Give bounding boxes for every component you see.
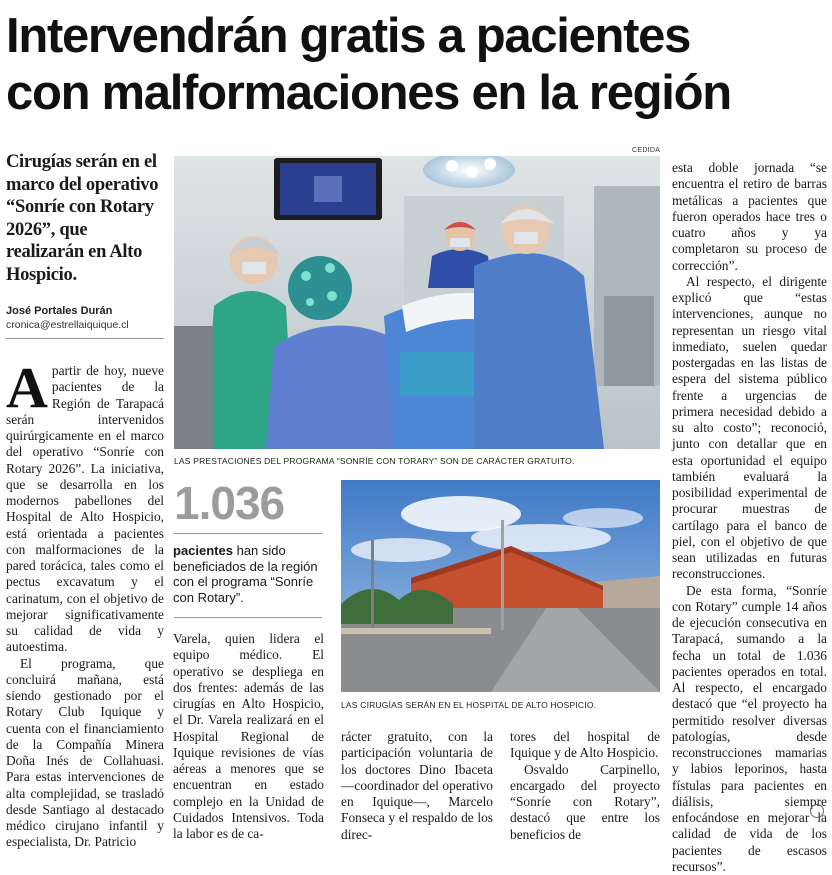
article-column-5: [672, 160, 827, 875]
article-column-1: [6, 363, 164, 851]
subhead: Cirugías serán en el marco del operativo “Sonríe con Rotary 2026”, que realizarán en Alto Hospicio.: [6, 151, 166, 286]
hospital-photo: [341, 480, 660, 692]
byline-rule: [6, 338, 164, 339]
col1-paragraph-1: partir de hoy, nueve pacientes de la Región de Tarapacá serán intervenidos quirúrgicamente en el marco del operativo “Sonríe con Rotary 2026”. La iniciativa, que se desarrolla en los modernos pabellones del Hospital de Alto Hospicio, está orientada a pacientes con malformaciones de la pared torácica, tales como el pectus excavatum y el carinatum, con el objetivo de mejorar significativamente su calidad de vida y autoestima.: [6, 363, 164, 654]
headline-line-2: con malformaciones en la región: [6, 65, 832, 122]
stat-text: [173, 543, 323, 605]
photo-credit: CEDIDA: [632, 147, 660, 154]
col3-paragraph: rácter gratuito, con la participación voluntaria de los doctores Dino Ibaceta —coordinador del operativo en Iquique—, Marcelo Fonseca y el respaldo de los direc-: [341, 729, 493, 843]
surgery-photo: [174, 156, 660, 449]
col1-paragraph-2: El programa, que concluirá mañana, está siendo gestionado por el Rotary Club Iquique y cuenta con el financiamiento de la Compañía Minera Doña Inés de Collahuasi. Para estas intervenciones de alta complejidad, se trasladó desde Santiago al destacado médico cirujano infantil y especialista, Dr. Patricio: [6, 656, 164, 851]
col2-paragraph: Varela, quien lidera el equipo médico. El operativo se despliega en dos frentes: además de las cirugías en Alto Hospicio, el Dr. Varela realizará en el Hospital Regional de Iquique revisiones de vías aéreas a menores que se encuentran en estado complejo en la Unidad de Cuidados Intensivos. Toda la labor es de ca-: [173, 631, 324, 842]
photo-caption-hospital: LAS CIRUGÍAS SERÁN EN EL HOSPITAL DE ALTO HOSPICIO.: [341, 700, 596, 710]
stat-rule-top: [174, 533, 322, 534]
stat-bold: pacientes: [173, 543, 233, 558]
col5-paragraph-2: Al respecto, el dirigente explicó que “estas intervenciones, aunque no representan un riesgo vital inmediato, suelen quedar postergadas en las listas de espera del sistema público frente a urgencias de primera necesidad debido a su alto costo”; reconoció, junto con detallar que en esta oportunidad el equipo también evaluará la posibilidad experimental de procurar muestras de cartílago para el banco de piel, con el objetivo de que sean utilizadas en futuras reconstrucciones.: [672, 274, 827, 583]
stat-rule-bottom: [174, 617, 322, 618]
author-name: José Portales Durán: [6, 305, 112, 317]
headline: [6, 8, 832, 122]
stat-body: han sido beneficiados de la región con el programa “Sonríe con Rotary”.: [173, 543, 318, 605]
photo-caption-surgery: LAS PRESTACIONES DEL PROGRAMA “SONRÍE CON TORARY” SON DE CARÁCTER GRATUITO.: [174, 456, 575, 466]
col4-paragraph-1: tores del hospital de Iquique y de Alto Hospicio.: [510, 729, 660, 762]
col5-paragraph-3: De esta forma, “Sonríe con Rotary” cumple 14 años de ejecución consecutiva en Tarapacá, sumando a la fecha un total de 1.036 pacientes operados en total. Al respecto, el encargado destacó que “el proyecto ha permitido resolver diversas patologías, desde reconstrucciones mamarias y labios leporinos, hasta fístulas para pacientes en diálisis, siempre enfocándose en mejorar la calidad de vida de los pacientes de escasos recursos”.: [672, 583, 827, 875]
article-column-4: [510, 729, 660, 843]
col5-paragraph-1: esta doble jornada “se encuentra el retiro de barras metálicas a pacientes que fueron operados hace tres o cuatro años y ya completaron su proceso de corrección”.: [672, 160, 827, 274]
author-email: cronica@estrellaiquique.cl: [6, 319, 129, 331]
article-column-3: [341, 729, 493, 843]
stat-number: 1.036: [174, 478, 284, 528]
drop-cap: A: [6, 365, 48, 411]
headline-line-1: Intervendrán gratis a pacientes: [6, 8, 832, 65]
end-mark-icon: [810, 804, 824, 818]
col4-paragraph-2: Osvaldo Carpinello, encargado del proyecto “Sonríe con Rotary”, destacó que entre los beneficios de: [510, 762, 660, 843]
article-column-2: [173, 631, 324, 842]
